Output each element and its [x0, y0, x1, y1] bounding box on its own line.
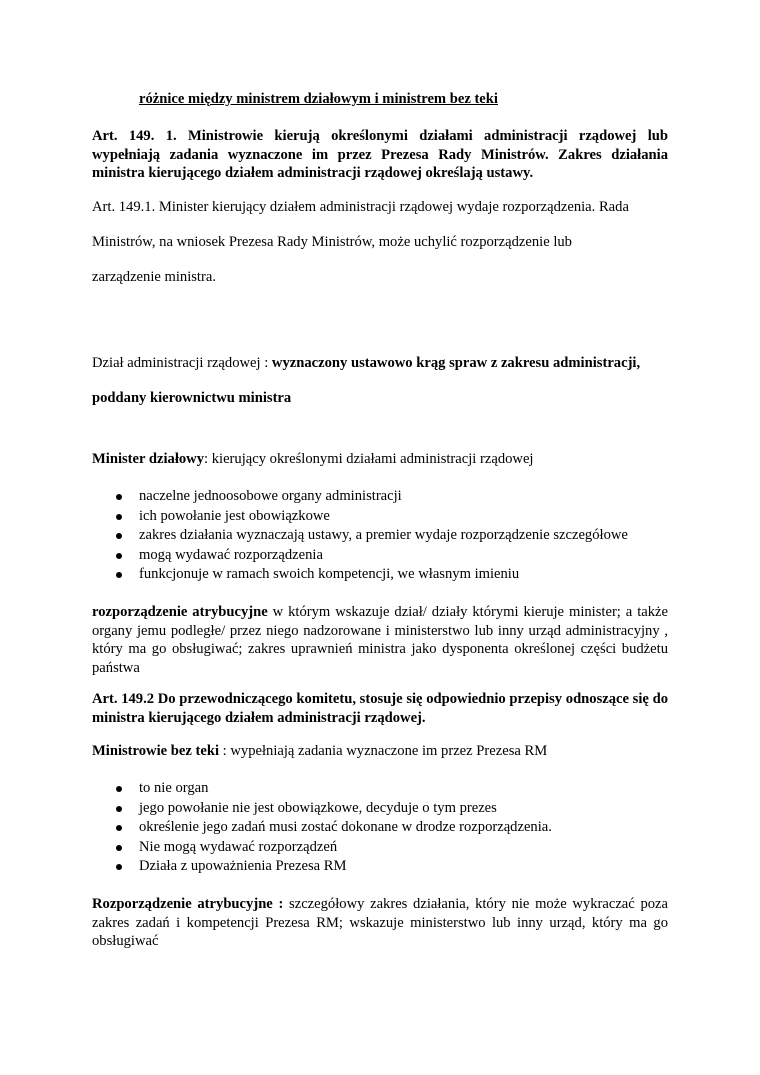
- bullet-icon: [116, 806, 122, 812]
- art-149-1-plain-line-1: Art. 149.1. Minister kierujący działem administracji rządowej wydaje rozporządzenia. Rada: [92, 199, 629, 215]
- ministrowie-bez-teki-list: [92, 779, 672, 877]
- ministrowie-bez-teki-heading: [92, 743, 547, 760]
- minister-dzialowy-heading: [92, 451, 533, 468]
- bullet-icon: [116, 533, 122, 539]
- minister-dzialowy-definition: : kierujący określonymi działami administracji rządowej: [204, 451, 534, 467]
- list-item: Nie mogą wydawać rozporządzeń: [92, 838, 672, 858]
- document-title: różnice między ministrem działowym i ministrem bez teki: [139, 91, 498, 107]
- dzial-definition-part-2: poddany kierownictwu ministra: [92, 390, 292, 406]
- dzial-definition-line-2: [92, 390, 291, 407]
- list-item: mogą wydawać rozporządzenia: [92, 546, 672, 566]
- list-item: określenie jego zadań musi zostać dokonane w drodze rozporządzenia.: [92, 818, 672, 838]
- ministrowie-bez-teki-definition: : wypełniają zadania wyznaczone im przez Prezesa RM: [219, 743, 548, 759]
- rozporzadzenie-atrybucyjne-paragraph-1: [92, 603, 668, 677]
- art-149-2-text: Art. 149.2 Do przewodniczącego komitetu, stosuje się odpowiednio przepisy odnoszące się do ministra kierującego działem administracji rządowej.: [92, 691, 668, 726]
- art-149-1-plain-line-3: zarządzenie ministra.: [92, 269, 216, 285]
- bullet-icon: [116, 553, 122, 559]
- art-149-1-bold-paragraph: [92, 127, 668, 183]
- bullet-icon: [116, 572, 122, 578]
- list-item: Działa z upoważnienia Prezesa RM: [92, 857, 672, 877]
- dzial-label: Dział administracji rządowej :: [92, 355, 272, 371]
- rozporzadzenie-term-2: Rozporządzenie atrybucyjne :: [92, 896, 284, 912]
- list-item: zakres działania wyznaczają ustawy, a premier wydaje rozporządzenie szczegółowe: [92, 526, 672, 546]
- rozporzadzenie-text-1: w którym wskazuje dział/ działy którymi kieruje minister; a także organy jemu podległe/ przez niego nadzorowane i ministerstwo lub inny urząd administracyjny , który ma go obsługiwać; zakres uprawnień ministra jako dysponenta określonej części budżetu państwa: [92, 604, 668, 676]
- list-item: to nie organ: [92, 779, 672, 799]
- dzial-definition-part-1: wyznaczony ustawowo krąg spraw z zakresu administracji,: [271, 355, 641, 371]
- list-item: naczelne jednoosobowe organy administracji: [92, 487, 672, 507]
- list-item: ich powołanie jest obowiązkowe: [92, 507, 672, 527]
- rozporzadzenie-text-2: szczegółowy zakres działania, który nie może wykraczać poza zakres zadań i kompetencji Prezesa RM; wskazuje ministerstwo lub inny urząd, który ma go obsługiwać: [92, 896, 669, 949]
- art-149-1-plain-line-2: Ministrów, na wniosek Prezesa Rady Ministrów, może uchylić rozporządzenie lub: [92, 234, 572, 250]
- minister-dzialowy-list: [92, 487, 672, 585]
- ministrowie-bez-teki-term: Ministrowie bez teki: [92, 743, 219, 759]
- list-item: jego powołanie nie jest obowiązkowe, decyduje o tym prezes: [92, 799, 672, 819]
- bullet-icon: [116, 825, 122, 831]
- art-149-2-paragraph: [92, 690, 668, 727]
- bullet-icon: [116, 786, 122, 792]
- rozporzadzenie-term-1: rozporządzenie atrybucyjne: [92, 604, 268, 620]
- minister-dzialowy-term: Minister działowy: [92, 451, 205, 467]
- art-149-1-bold-text: Art. 149. 1. Ministrowie kierują określonymi działami administracji rządowej lub wypełniają zadania wyznaczone im przez Prezesa Rady Ministrów. Zakres działania ministra kierującego działem administracji rządowej określają ustawy.: [92, 128, 668, 181]
- bullet-icon: [116, 845, 122, 851]
- list-item: funkcjonuje w ramach swoich kompetencji, we własnym imieniu: [92, 565, 672, 585]
- bullet-icon: [116, 864, 122, 870]
- rozporzadzenie-atrybucyjne-paragraph-2: [92, 895, 668, 951]
- bullet-icon: [116, 514, 122, 520]
- bullet-icon: [116, 494, 122, 500]
- dzial-definition-line-1: [92, 355, 640, 372]
